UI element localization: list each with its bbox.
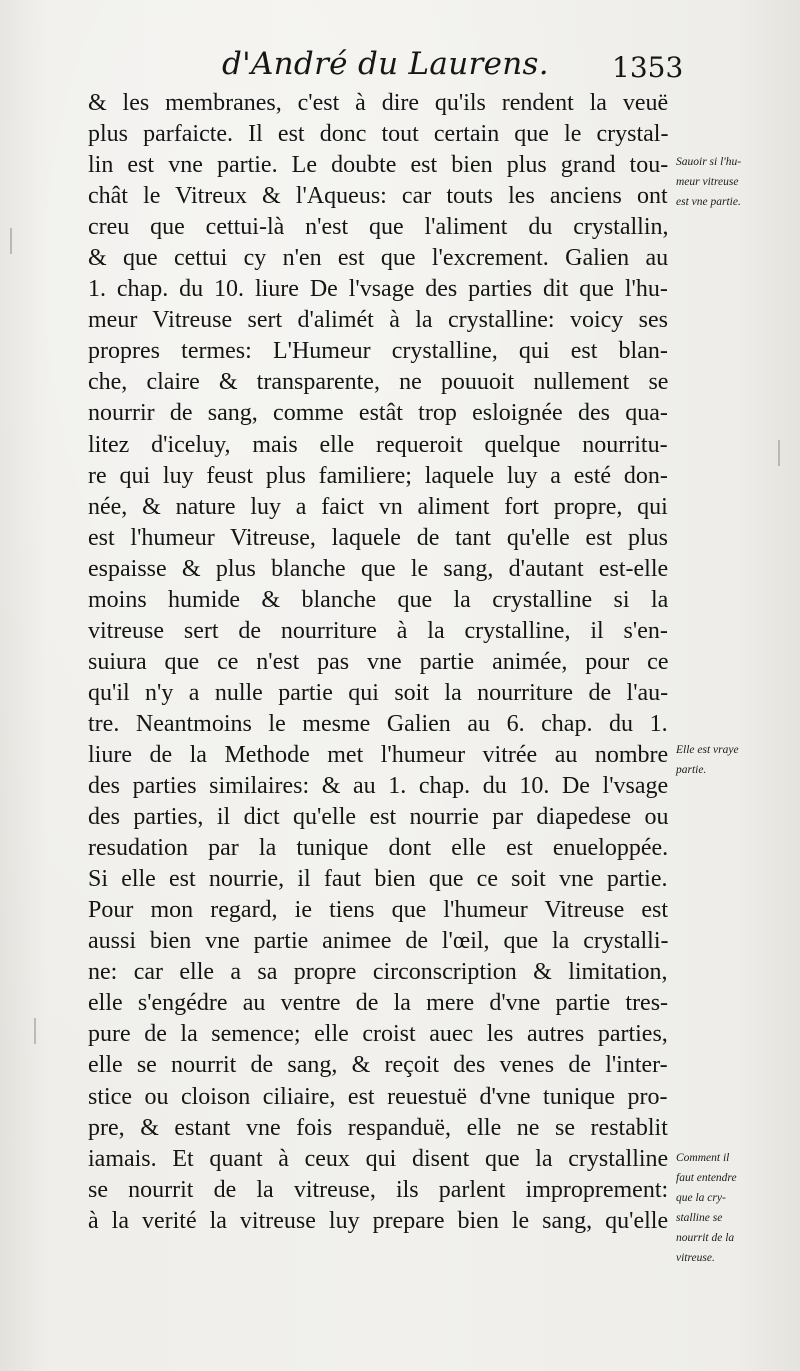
marginal-note-line: vitreuse. [676,1252,715,1264]
text-line: creu que cettui-là n'est que l'aliment du crystallin, [88,214,669,241]
text-line: resudation par la tunique dont elle est enueloppée. [88,835,669,862]
text-line: & les membranes, c'est à dire qu'ils rendent la veuë [88,90,669,116]
marginal-note-nourishment [676,1148,737,1268]
text-line: suiura que ce n'est pas vne partie animée, pour ce [88,648,669,675]
text-line: vitreuse sert de nourriture à la crystalline, il s'en- [88,617,668,644]
text-line: pure de la semence; elle croist auec les autres parties, [88,1021,668,1048]
text-line: qu'il n'y a nulle partie qui soit la nourriture de l'au- [88,679,669,706]
marginal-note-line: est vne partie. [676,196,741,208]
marginal-note-line: nourrit de la [676,1232,735,1244]
marginal-note-line: stalline se [676,1212,723,1224]
text-line: des parties, il dict qu'elle est nourrie par diapedese ou [88,804,669,831]
text-line: Pour mon regard, ie tiens que l'humeur Vitreuse est [88,897,669,924]
page-number: 1353 [612,51,684,84]
paper-edge-mark [10,228,12,254]
text-line: est l'humeur Vitreuse, laquele de tant qu'elle est plus [88,524,668,551]
text-line: à la verité la vitreuse luy prepare bien le sang, qu'elle [88,1207,669,1234]
marginal-note-line: faut entendre [676,1172,737,1184]
text-line: moins humide & blanche que la crystalline si la [88,586,669,613]
text-line: & que cettui cy n'en est que l'excrement. Galien au [88,245,669,272]
text-line: tre. Neantmoins le mesme Galien au 6. chap. du 1. [88,710,668,737]
text-line: nourrir de sang, comme estât trop esloignée des qua- [88,400,668,427]
text-line: 1. chap. du 10. liure De l'vsage des parties dit que l'hu- [88,276,668,303]
text-line: née, & nature luy a faict vn aliment fort propre, qui [88,493,668,520]
marginal-note-line: Sauoir si l'hu- [676,156,742,168]
text-line: litez d'iceluy, mais elle requeroit quelque nourritu- [88,431,668,458]
text-line: che, claire & transparente, ne pouuoit nullement se [88,369,669,396]
text-line: se nourrit de la vitreuse, ils parlent improprement: [88,1176,669,1203]
text-line: ne: car elle a sa propre circonscription & limitation, [88,959,668,986]
text-line: plus parfaicte. Il est donc tout certain que le crystal- [88,121,669,148]
body-text [88,88,668,1237]
marginal-note-part-question [676,152,741,212]
marginal-note-line: que la cry- [676,1192,726,1204]
text-line: elle se nourrit de sang, & reçoit des venes de l'inter- [88,1052,668,1079]
text-line: stice ou cloison ciliaire, est reuestuë d'vne tunique pro- [88,1083,668,1110]
text-line: chât le Vitreux & l'Aqueus: car touts les anciens ont [88,183,668,210]
marginal-note-true-part [676,740,739,780]
text-line: meur Vitreuse sert d'alimét à la crystalline: voicy ses [88,307,668,334]
text-line: re qui luy feust plus familiere; laquele luy a esté don- [88,462,668,489]
marginal-note-line: Comment il [676,1152,730,1164]
marginal-note-line: partie. [676,764,707,776]
marginal-note-line: meur vitreuse [676,176,739,188]
text-line: liure de la Methode met l'humeur vitrée au nombre [88,741,669,768]
text-line: espaisse & plus blanche que le sang, d'autant est-elle [88,555,669,582]
paper-edge-mark [778,440,780,466]
text-line: lin est vne partie. Le doubte est bien plus grand tou- [88,152,669,179]
text-line: des parties similaires: & au 1. chap. du 10. De l'vsage [88,773,669,800]
text-line: aussi bien vne partie animee de l'œil, que la crystalli- [88,928,669,955]
running-title: d'André du Laurens. [222,46,549,82]
marginal-note-line: Elle est vraye [676,744,739,756]
page-header [0,40,800,90]
text-line: pre, & estant vne fois respanduë, elle ne se restablit [88,1114,668,1141]
text-line: propres termes: L'Humeur crystalline, qui est blan- [88,338,668,365]
text-line: iamais. Et quant à ceux qui disent que la crystalline [88,1145,669,1172]
text-line: Si elle est nourrie, il faut bien que ce soit vne partie. [88,866,668,893]
text-line: elle s'engédre au ventre de la mere d'vne partie tres- [88,990,669,1017]
paper-edge-mark [34,1018,36,1044]
